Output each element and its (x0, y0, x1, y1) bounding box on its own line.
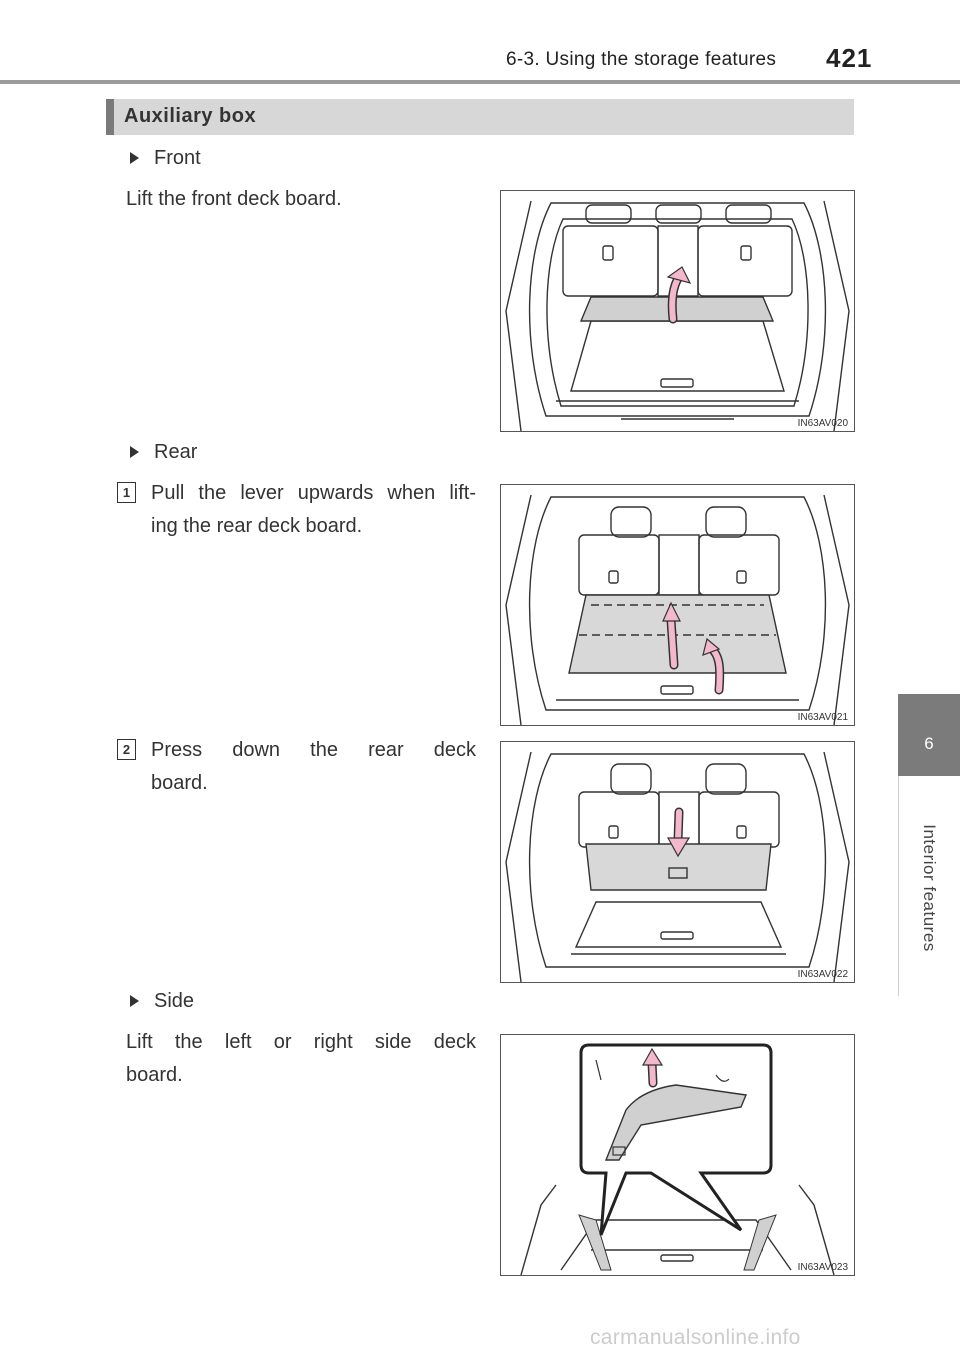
step-number-2: 2 (117, 739, 136, 760)
chapter-tab-number: 6 (898, 694, 960, 776)
rear-step-1-line-1: Pull the lever upwards when lift- (151, 482, 476, 504)
section-heading-bar (106, 99, 114, 135)
figure-rear-lever (500, 484, 855, 726)
figure-rear-press-down (500, 741, 855, 983)
figure-front-code: IN63AV020 (797, 418, 848, 429)
watermark: carmanualsonline.info (590, 1326, 801, 1349)
bullet-triangle-icon (130, 446, 139, 458)
rear-step-1-line-2: ing the rear deck board. (151, 515, 363, 537)
rear-step-2-line-1: Press down the rear deck (151, 739, 476, 761)
figure-side-deck-board (500, 1034, 855, 1276)
rear-step-2-line-2: board. (151, 772, 208, 794)
figure-rear-press-code: IN63AV022 (797, 969, 848, 980)
chapter-tab-title: Interior features (920, 824, 939, 952)
pink-arrow-icon (668, 267, 690, 283)
page-number: 421 (826, 43, 873, 73)
bullet-triangle-icon (130, 995, 139, 1007)
section-heading (106, 99, 854, 135)
header-rule (0, 80, 960, 84)
step-number-1: 1 (117, 482, 136, 503)
side-instruction-line-2: board. (126, 1064, 183, 1086)
section-heading-title: Auxiliary box (124, 105, 257, 127)
figure-front-deck-board (500, 190, 855, 432)
header-section-title: 6-3. Using the storage features (506, 49, 777, 70)
figure-rear-lever-code: IN63AV021 (797, 712, 848, 723)
bullet-side-label: Side (154, 990, 195, 1012)
figure-side-code: IN63AV023 (797, 1262, 848, 1273)
front-instruction: Lift the front deck board. (126, 188, 342, 210)
figure-rear-lever-illustration (501, 485, 854, 725)
figure-front-illustration (501, 191, 854, 431)
bullet-triangle-icon (130, 152, 139, 164)
bullet-rear-label: Rear (154, 441, 198, 463)
bullet-front-label: Front (154, 147, 201, 169)
side-instruction-line-1: Lift the left or right side deck (126, 1031, 476, 1053)
chapter-tab (898, 776, 960, 996)
figure-side-illustration (501, 1035, 854, 1275)
figure-rear-press-illustration (501, 742, 854, 982)
